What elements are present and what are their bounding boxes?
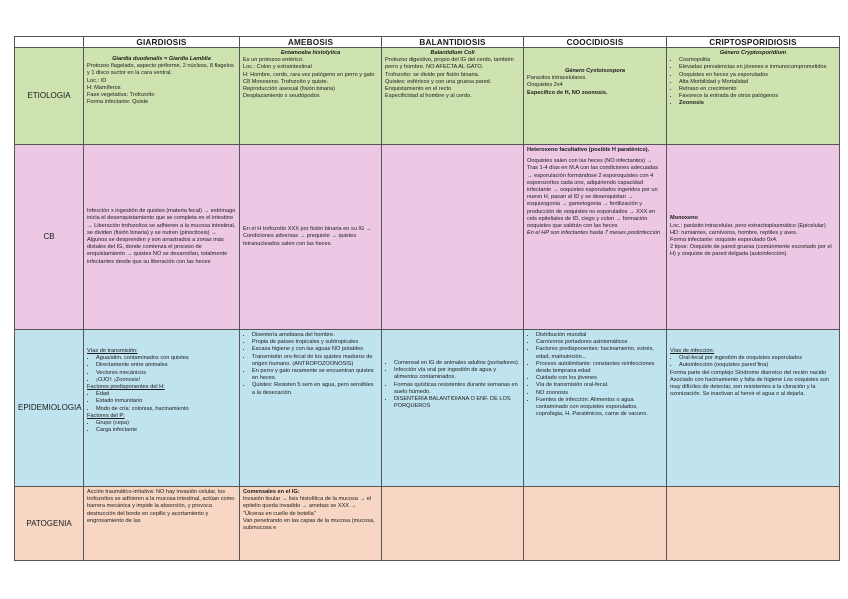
list-item: • Quistes: Resisten 5 sem en agua, pero sensibles a la desecación.	[252, 382, 378, 396]
etiologia-balantidiosis	[382, 48, 524, 145]
row-cb	[15, 145, 840, 330]
list-item: • Edad	[96, 391, 236, 398]
cell-subtitle: Vías de infección:	[670, 348, 715, 354]
list-item: • En perro y gato raramente se encuentran quistes en heces.	[252, 368, 378, 382]
header-giardiosis: GIARDIOSIS	[84, 37, 240, 48]
list-item: • Modo de cría: colonias, hacinamiento	[96, 406, 236, 413]
list-item: • Infección vía oral por ingestión de agua y alimentos contaminados.	[394, 367, 520, 381]
list-item: • Zoonosis	[679, 100, 836, 107]
cell-text: En el H trofozoíto XXX por fisión binaria en su IG → Condiciones adversas → prequiste → quistes tetranucleados salen con las heces.	[243, 226, 372, 247]
cell-text: Infección x ingestión de quistes (materia fecal) → estómago inicia el desenquistamiento que se completa en el intestino → Liberación trofozoítos se adhieren a la mucosa intestinal, se dividen (fisión binaria) y se nutren (pinocitosis) → Algunos se desprenden y son arrastrados a zonas más distales del IG, donde comienza el proceso de enquistamiento → quistes NO se desarrollan, totalmente infectantes desde que su liberación con las heces	[87, 208, 236, 265]
rowhead-epidemiologia: EPIDEMIOLOGIA	[15, 330, 84, 487]
header-amebosis: AMEBOSIS	[240, 37, 382, 48]
patogenia-coccidiosis	[524, 487, 667, 561]
list-item: • Escasa higiene y con las aguas NO potables	[252, 346, 378, 353]
cb-giardiosis	[84, 145, 240, 330]
list-item: • Transmisión oro-fecal de los quistes maduros de origen humano. (ANTROPOZOONOSIS)	[252, 354, 378, 368]
list-item: • Oral-fecal por ingestión de ooquistes esporulados	[679, 355, 836, 362]
cell-text: Ooquistes salen con las heces (NO infectantes) → Tras 1-4 días en M.A con las condiciones adecuadas → esporulación formándose 2 esporoquistes con 4 esporozoítos cada uno, adquiriendo capacidad infectante → ooquistes esporulados ingeridos por un nuevo H, pasan al ID y se desenquistan → esquizogonia → gametogonia → fertilización y producción de ooquistes no esporulados → XXX en cels epiteliales de ID, ciego y colon → formación ooquistes que saldrán con las heces	[527, 158, 659, 230]
list-item: • Distribución mundial	[536, 332, 663, 339]
list-item: • Formas quísticas resistentes durante semanas en suelo húmedo.	[394, 382, 520, 396]
cell-subtitle: Factores predisponentes del H:	[87, 384, 165, 391]
list-item: • Disentería amebiana del hombre.	[252, 332, 378, 339]
patogenia-giardiosis	[84, 487, 240, 561]
cell-text: Forma infectante: ooquiste esporulado 0x4.	[670, 237, 778, 243]
cell-line: Protozoo digestivo, propio del IG del cerdo, también perro y hombre. NO AFECTA AL GATO.	[385, 57, 514, 71]
epidemiologia-giardiosis	[84, 330, 240, 487]
patogenia-balantidiosis	[382, 487, 524, 561]
cell-line: Protozoo flagelado, aspecto piriforme, 2 núcleos, 8 flagelos y 1 disco suctor en la cara ventral.	[87, 63, 234, 77]
etiologia-coccidiosis	[524, 48, 667, 145]
cb-balantidiosis	[382, 145, 524, 330]
cb-amebosis	[240, 145, 382, 330]
list-item: • Alta Morbilidad y Mortalidad	[679, 79, 836, 86]
list-item: • Carnívoros portadores asintomáticos	[536, 339, 663, 346]
header-criptosporidiosis: CRIPTOSPORIDIOSIS	[667, 37, 840, 48]
cell-line: H: Hombre, cerdo, rara vez patógeno en perro y gato	[243, 71, 375, 78]
cell-line: Específico de H, NO zoonosis.	[527, 89, 608, 96]
patogenia-amebosis	[240, 487, 382, 561]
list-item: • Retraso en crecimiento	[679, 86, 836, 93]
list-item: • Comensal en IG de animales adultos (portadores).	[394, 360, 520, 367]
cb-coccidiosis	[524, 145, 667, 330]
parasitology-table	[14, 36, 840, 561]
cell-line: Especificidad al hombre y al cerdo.	[385, 93, 472, 100]
cell-line: Forma infectante: Quiste	[87, 99, 149, 106]
header-balantidiosis: BALANTIDIOSIS	[382, 37, 524, 48]
list-item: • Propia de países tropicales y subtropicales	[252, 339, 378, 346]
cell-line: Quistes: esféricos y con una gruesa pared.	[385, 78, 492, 85]
cell-title: Giardia duodenalis = Giardia Lamblia	[112, 56, 211, 62]
cell-list	[87, 420, 236, 434]
list-item: • Cuidado con los jóvenes	[536, 375, 663, 382]
list-item: • Proceso autolimitante: constantes reinfecciones desde temprana edad	[536, 361, 663, 375]
cell-text: 2 tipos: Ooquiste de pared gruesa (comúnmente excretado por el H) y ooquiste de pared delgada (autoinfección).	[670, 244, 832, 258]
cell-line: Parasitos intracelulares.	[527, 75, 587, 82]
cell-list	[87, 355, 236, 384]
cell-title: Entamoeba histolytica	[280, 50, 341, 56]
etiologia-giardiosis	[84, 48, 240, 145]
row-epidemiologia	[15, 330, 840, 487]
list-item: • Carga infectante	[96, 427, 236, 434]
cb-cripto	[667, 145, 840, 330]
cell-text: Invasión tisular → lisis histolítica de la mucosa → el epitelio queda invadido → amebas se XXX → "Úlceras en cuello de botella"	[243, 496, 372, 517]
patogenia-cripto	[667, 487, 840, 561]
cell-subtitle: Factores del P:	[87, 412, 125, 419]
rowhead-etiologia: ETIOLOGIA	[15, 48, 84, 145]
list-item: • Directamente entre animales	[96, 362, 236, 369]
list-item: • Agua/alim. contaminados con quistes	[96, 355, 236, 362]
list-item: • Vectores mecánicos	[96, 370, 236, 377]
cell-subtitle: Vías de transmisión:	[87, 348, 138, 354]
list-item: • ¡OJO!: ¡Zoonosis!	[96, 377, 236, 384]
cell-line: C8 Monoxeno. Trofozoíto y quiste.	[243, 78, 329, 85]
header-corner	[15, 37, 84, 48]
epidemiologia-balantidiosis	[382, 330, 524, 487]
cell-list	[670, 355, 836, 369]
list-item: • Vía de transmisión oral-fecal.	[536, 382, 663, 389]
cell-list	[385, 360, 520, 410]
epidemiologia-amebosis	[240, 330, 382, 487]
cell-text: HD: rumiantes, carnívoros, hombre, reptiles y aves.	[670, 229, 798, 236]
cell-text: Heteroxeno facultativo (posible H paraténico).	[527, 147, 650, 153]
row-patogenia	[15, 487, 840, 561]
cell-title: Género Cryptosporidium	[719, 50, 787, 56]
list-item: • NO zoonosis	[536, 390, 663, 397]
list-item: • DISENTERIA BALANTIDIANA O ENF. DE LOS PORQUEROS	[394, 396, 520, 410]
list-item: • Fuentes de infección: Alimentos o agua contaminado con ooquistes esporulados, coprofagia, H. Paraténicos, carne de vacuno.	[536, 397, 663, 419]
etiologia-amebosis	[240, 48, 382, 145]
cell-text: Forma parte del complejo Síndrome diarreico del recién nacido Asociado con hacinamiento y falta de higiene Los ooquistes son muy difíciles de detectar, son resistentes a la cloración y la ozonización. Se inactivan al hervir el agua o al dejarla.	[670, 369, 829, 398]
cell-text: Acción traumático-irritativa: NO hay invasión celular, los trofozoítos se adhieren a la mucosa intestinal, actúan como barrera mecánica y impide la absorción, y provoca destrucción del borde en cepillo y acortamiento y engrosamiento de las	[87, 489, 235, 524]
cell-list	[87, 391, 236, 413]
header-row	[15, 37, 840, 48]
epidemiologia-coccidiosis	[524, 330, 667, 487]
cell-line: Fase vegetativa: Trofozoíto	[87, 92, 155, 99]
etiologia-cripto	[667, 48, 840, 145]
row-etiologia	[15, 48, 840, 145]
cell-text: Comensales en el IG:	[243, 489, 300, 495]
list-item: • Autoinfección (ooquistes pared fina)	[679, 362, 836, 369]
cell-line: Loc.: ID	[87, 77, 107, 84]
cell-list	[243, 332, 378, 397]
cell-text: En el HP son infectantes hasta 7 meses postinfección	[527, 230, 661, 237]
list-item: • Cosmopolita	[679, 57, 836, 64]
rowhead-cb: CB	[15, 145, 84, 330]
list-item: • Elevadas prevalencias en jóvenes e inmunocomprometidos	[679, 64, 836, 71]
cell-list	[670, 57, 836, 107]
cell-text: Loc.: parásito intracelular, pero extracitoplasmático (Epicelular)	[670, 222, 826, 229]
cell-list	[527, 332, 663, 418]
cell-line: Desplazamiento x seudópodos	[243, 93, 320, 100]
epidemiologia-cripto	[667, 330, 840, 487]
cell-line: Reproducción asexual (fisión binaria)	[243, 86, 336, 93]
cell-line: Enquistamiento en el recto	[385, 86, 452, 93]
list-item: • Factores predisponentes: hacinamiento, estrés, edad, malnutrición...	[536, 346, 663, 360]
cell-text: Van penetrando en las capas de la mucosa (mucosa, submucosa e	[243, 517, 375, 532]
cell-line: Es un protozoo entérico.	[243, 57, 304, 64]
cell-title: Género Cystoisospora	[565, 68, 625, 74]
cell-line: H: Mamíferos	[87, 84, 121, 91]
cell-text: Monoxeno	[670, 215, 698, 222]
list-item: • Ooquistes en heces ya esporulados	[679, 72, 836, 79]
list-item: • Favorece la entrada de otros patógenos	[679, 93, 836, 100]
header-coccidiosis: COOCIDIOSIS	[524, 37, 667, 48]
cell-line: Loc.: Colon y extraintestinal	[243, 64, 312, 71]
cell-line: Ooquistes 2x4	[527, 82, 563, 89]
list-item: • Grupo (cepa)	[96, 420, 236, 427]
cell-title: Balantidium Coli	[430, 50, 475, 56]
rowhead-patogenia: PATOGENIA	[15, 487, 84, 561]
list-item: • Estado inmunitario	[96, 398, 236, 405]
cell-line: Trofozoíto: se divide por fisión binaria.	[385, 71, 480, 78]
